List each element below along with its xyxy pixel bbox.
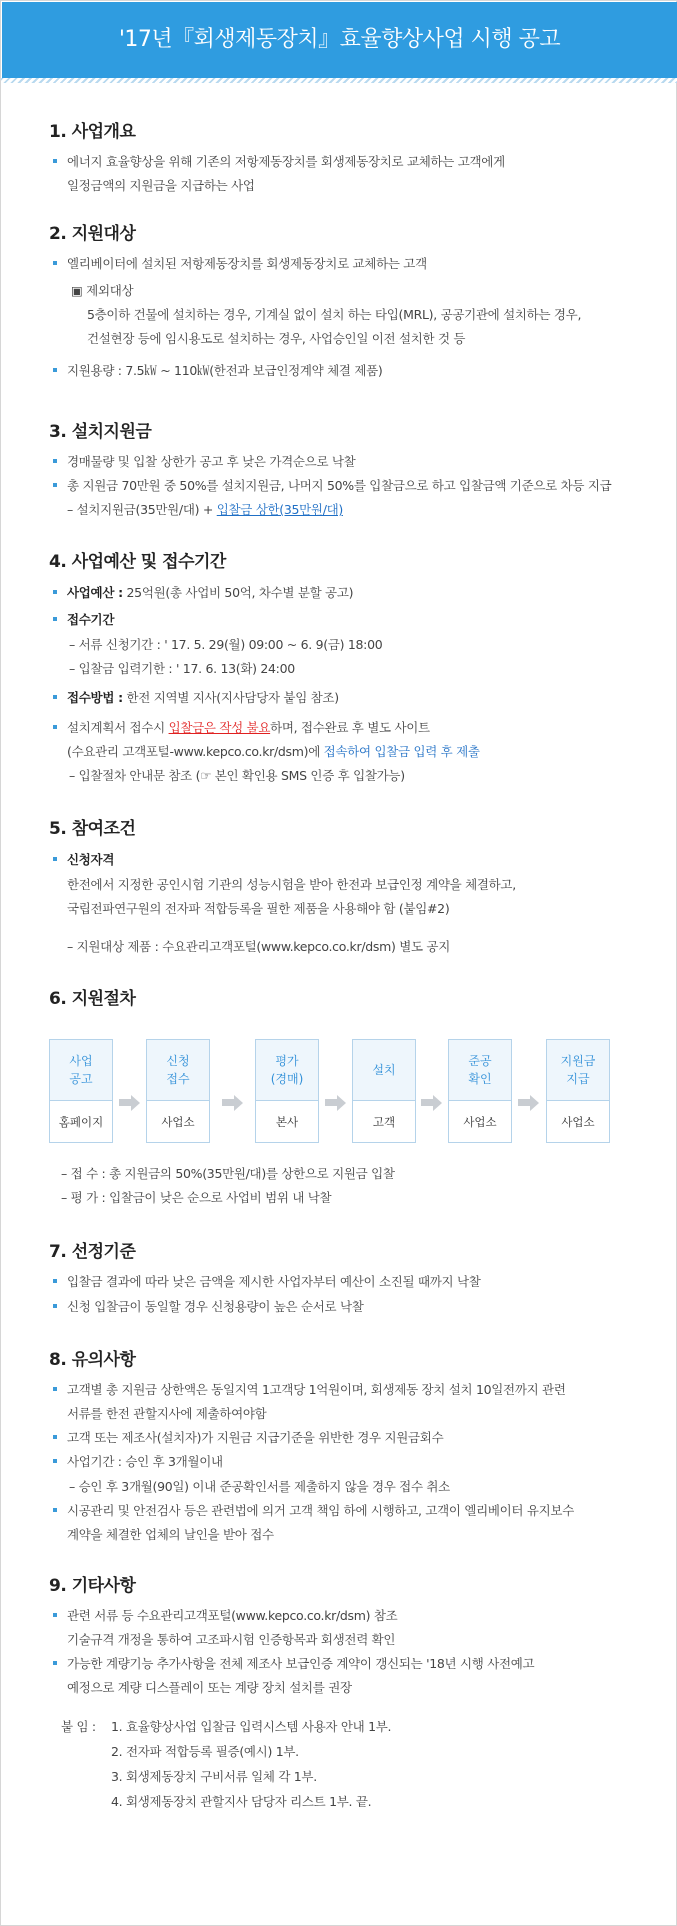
s4-line <box>67 583 353 601</box>
process-step <box>49 1039 113 1143</box>
attachment-item: 3. 회생제동장치 구비서류 일체 각 1부. <box>111 1769 317 1784</box>
bullet-icon <box>53 590 57 594</box>
s5-line: – 지원대상 제품 : 수요관리고객포털(www.kepco.co.kr/dsm) 별도 공지 <box>67 939 450 954</box>
s1-line: 에너지 효율향상을 위해 기존의 저항제동장치를 회생제동장치로 교체하는 고객에게 <box>67 154 505 169</box>
s7-line: 입찰금 결과에 따라 낮은 금액을 제시한 사업자부터 예산이 소진될 때까지 낙찰 <box>67 1274 481 1289</box>
attachment-item: 2. 전자파 적합등록 필증(예시) 1부. <box>111 1744 299 1759</box>
section-2-heading: 2. 지원대상 <box>49 224 136 244</box>
s4-line <box>67 718 430 736</box>
bullet-icon <box>53 1661 57 1665</box>
section-6-heading: 6. 지원절차 <box>49 989 136 1009</box>
s9-line: 예정으로 계량 디스플레이 또는 계량 장치 설치를 권장 <box>67 1680 352 1695</box>
s4-label: 접수방법 : <box>67 690 123 705</box>
section-5-heading: 5. 참여조건 <box>49 819 136 839</box>
bullet-icon <box>53 1459 57 1463</box>
banner-divider <box>1 78 677 83</box>
s6-line: – 접 수 : 총 지원금의 50%(35만원/대)를 상한으로 지원금 입찰 <box>61 1166 395 1181</box>
process-step-owner: 본사 <box>275 1114 299 1129</box>
process-step-title: 지원금 지급 <box>547 1040 609 1101</box>
bullet-icon <box>53 1304 57 1308</box>
s8-line: 사업기간 : 승인 후 3개월이내 <box>67 1454 223 1469</box>
bullet-icon <box>53 617 57 621</box>
section-1-heading: 1. 사업개요 <box>49 122 136 142</box>
process-step-owner: 사업소 <box>161 1114 195 1129</box>
s9-line: 가능한 계량기능 추가사항을 전체 제조사 보급인증 계약이 갱신되는 '18년 시행 사전예고 <box>67 1656 535 1671</box>
s6-line: – 평 가 : 입찰금이 낮은 순으로 사업비 범위 내 낙찰 <box>61 1190 332 1205</box>
s3-text: – 설치지원금(35만원/대) + <box>67 502 217 517</box>
s4-text: (수요관리 고객포털-www.kepco.co.kr/dsm)에 <box>67 744 324 759</box>
s4-text: 설치계획서 접수시 <box>67 720 169 735</box>
section-7-heading: 7. 선정기준 <box>49 1242 136 1262</box>
s2-line: ▣ 제외대상 <box>71 283 134 298</box>
s4-line <box>67 688 339 706</box>
process-step-owner: 사업소 <box>463 1114 497 1129</box>
s9-line: 관련 서류 등 수요관리고객포털(www.kepco.co.kr/dsm) 참조 <box>67 1608 398 1623</box>
s4-line: – 입찰금 입력기한 : ' 17. 6. 13(화) 24:00 <box>69 661 295 676</box>
section-4-heading: 4. 사업예산 및 접수기간 <box>49 552 226 572</box>
section-3-heading: 3. 설치지원금 <box>49 422 152 442</box>
bullet-icon <box>53 1435 57 1439</box>
s8-line: 계약을 체결한 업체의 날인을 받아 접수 <box>67 1527 274 1542</box>
process-step <box>546 1039 610 1143</box>
s7-line: 신청 입찰금이 동일할 경우 신청용량이 높은 순서로 낙찰 <box>67 1299 364 1314</box>
s2-line: 건설현장 등에 임시용도로 설치하는 경우, 사업승인일 이전 설치한 것 등 <box>87 331 466 346</box>
s3-line <box>67 500 343 518</box>
s4-text: 25억원(총 사업비 50억, 차수별 분할 공고) <box>122 585 354 600</box>
process-step <box>352 1039 416 1143</box>
process-step-title: 평가 (경매) <box>256 1040 318 1101</box>
s5-line: 국립전파연구원의 전자파 적합등록을 필한 제품을 사용해야 함 (붙임#2) <box>67 901 450 916</box>
process-step-title: 설치 <box>353 1040 415 1101</box>
s2-line: 지원용량 : 7.5㎾ ~ 110㎾(한전과 보급인정계약 체결 제품) <box>67 363 383 378</box>
bullet-icon <box>53 261 57 265</box>
process-step-owner: 홈페이지 <box>58 1114 104 1129</box>
bullet-icon <box>53 459 57 463</box>
s8-line: 고객 또는 제조사(설치자)가 지원금 지급기준을 위반한 경우 지원금회수 <box>67 1430 444 1445</box>
bullet-icon <box>53 725 57 729</box>
section-9-heading: 9. 기타사항 <box>49 1576 136 1596</box>
s4-label: 사업예산 : <box>67 585 123 600</box>
bullet-icon <box>53 857 57 861</box>
section-8-heading: 8. 유의사항 <box>49 1350 136 1370</box>
bullet-icon <box>53 1279 57 1283</box>
s2-line: 5층이하 건물에 설치하는 경우, 기계실 없이 설치 하는 타입(MRL), 공공기관에 설치하는 경우, <box>87 307 582 322</box>
bullet-icon <box>53 1508 57 1512</box>
s3-line: 경매물량 및 입찰 상한가 공고 후 낮은 가격순으로 낙찰 <box>67 454 356 469</box>
process-step <box>255 1039 319 1143</box>
s2-line: 엘리베이터에 설치된 저항제동장치를 회생제동장치로 교체하는 고객 <box>67 256 427 271</box>
bullet-icon <box>53 368 57 372</box>
bullet-icon <box>53 483 57 487</box>
s3-line: 총 지원금 70만원 중 50%를 설치지원금, 나머지 50%를 입찰금으로 하고 입찰금액 기준으로 차등 지급 <box>67 478 612 493</box>
bullet-icon <box>53 159 57 163</box>
s8-line: 시공관리 및 안전검사 등은 관련법에 의거 고객 책임 하에 시행하고, 고객이 엘리베이터 유지보수 <box>67 1503 574 1518</box>
s4-highlight: 접속하여 입찰금 입력 후 제출 <box>323 744 480 759</box>
s8-line: 서류를 한전 관할지사에 제출하여야함 <box>67 1406 267 1421</box>
s5-line: 한전에서 지정한 공인시험 기관의 성능시험을 받아 한전과 보급인정 계약을 체결하고, <box>67 877 516 892</box>
s8-line: 고객별 총 지원금 상한액은 동일지역 1고객당 1억원이며, 회생제동 장치 설치 10일전까지 관련 <box>67 1382 566 1397</box>
process-step <box>448 1039 512 1143</box>
s8-line: – 승인 후 3개월(90일) 이내 준공확인서를 제출하지 않을 경우 접수 취소 <box>69 1479 450 1494</box>
process-step-title: 준공 확인 <box>449 1040 511 1101</box>
s9-line: 기술규격 개정을 통하여 고조파시험 인증항목과 회생전력 확인 <box>67 1632 396 1647</box>
s4-text: 하며, 접수완료 후 별도 사이트 <box>270 720 430 735</box>
attachments-label: 붙 임 : <box>61 1719 96 1734</box>
s4-line: – 서류 신청기간 : ' 17. 5. 29(월) 09:00 ~ 6. 9(금) 18:00 <box>69 637 383 652</box>
bullet-icon <box>53 1387 57 1391</box>
attachment-item: 4. 회생제동장치 관할지사 담당자 리스트 1부. 끝. <box>111 1794 372 1809</box>
bullet-icon <box>53 1613 57 1617</box>
s4-line: – 입찰절차 안내문 참조 (☞ 본인 확인용 SMS 인증 후 입찰가능) <box>69 768 405 783</box>
title-banner <box>2 2 677 78</box>
process-step-title: 신청 접수 <box>147 1040 209 1101</box>
s4-text: 한전 지역별 지사(지사담당자 붙임 참조) <box>122 690 339 705</box>
page-title: '17년『회생제동장치』효율향상사업 시행 공고 <box>118 27 561 52</box>
process-step <box>146 1039 210 1143</box>
s3-highlight: 입찰금 상한(35만원/대) <box>216 502 343 517</box>
s1-line: 일정금액의 지원금을 지급하는 사업 <box>67 178 255 193</box>
s4-label: 접수기간 <box>67 612 115 627</box>
s5-label: 신청자격 <box>67 852 115 867</box>
process-step-owner: 사업소 <box>561 1114 595 1129</box>
bullet-icon <box>53 695 57 699</box>
s4-warning: 입찰금은 작성 불요 <box>168 720 271 735</box>
process-step-title: 사업 공고 <box>50 1040 112 1101</box>
s4-line <box>67 742 480 760</box>
attachment-item: 1. 효율향상사업 입찰금 입력시스템 사용자 안내 1부. <box>111 1719 392 1734</box>
process-step-owner: 고객 <box>372 1114 396 1129</box>
